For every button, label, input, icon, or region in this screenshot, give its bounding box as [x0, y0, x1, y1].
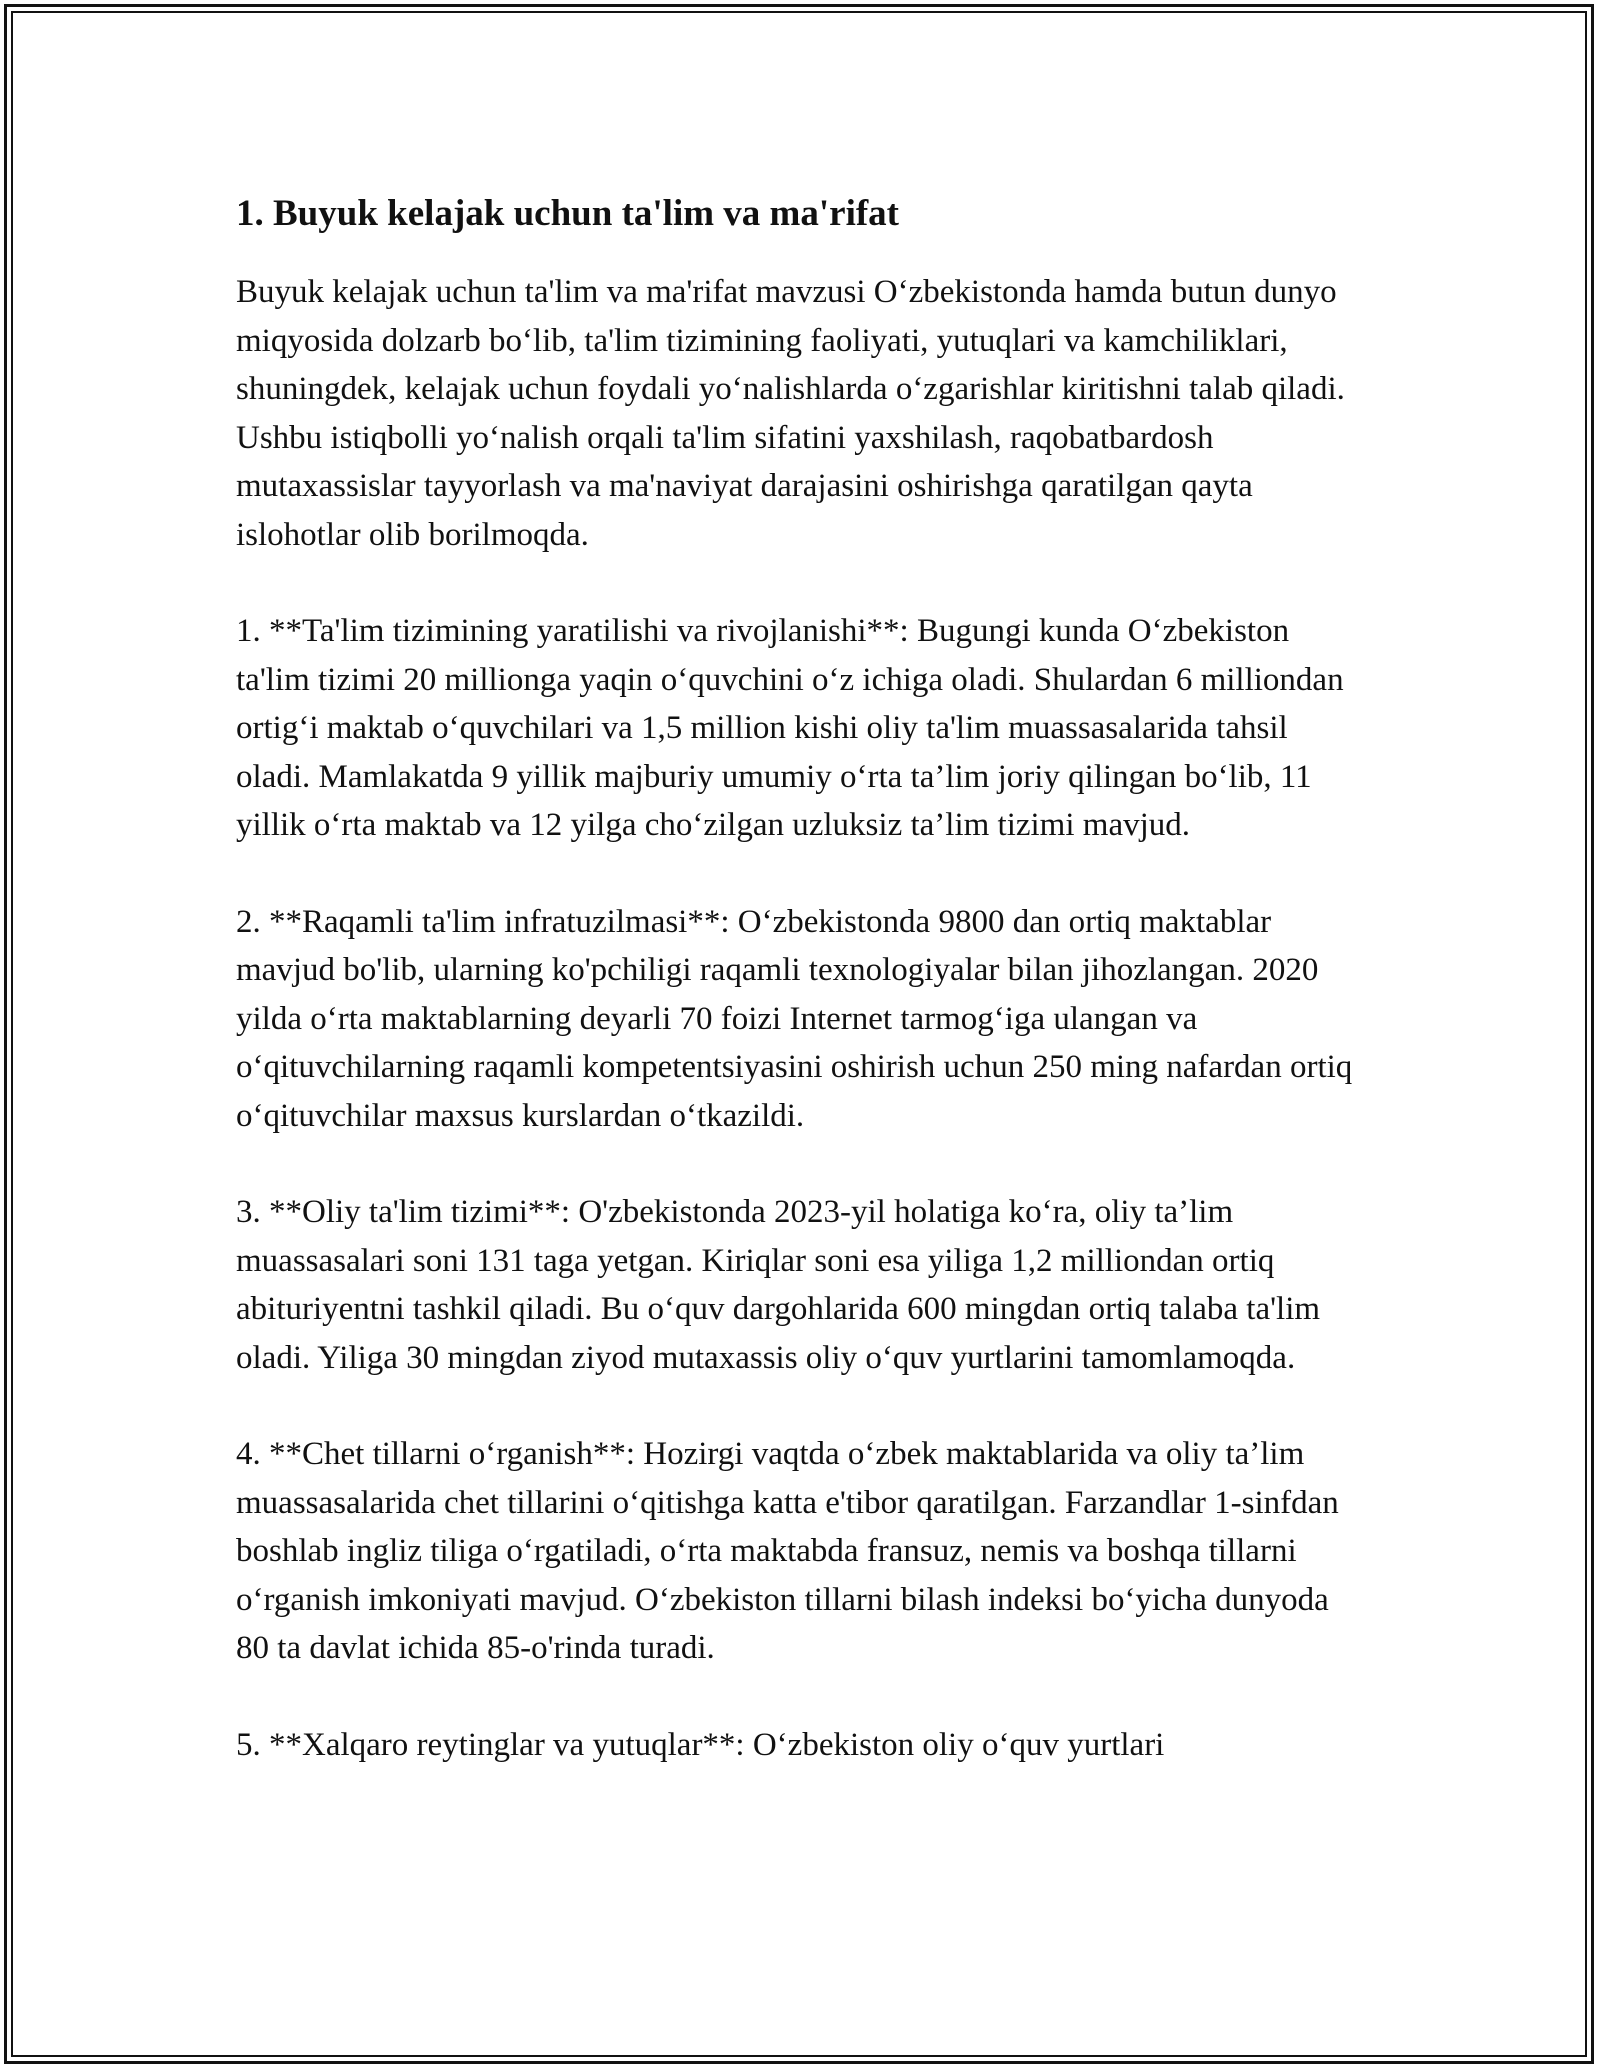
section-2-paragraph: 2. **Raqamli ta'lim infratuzilmasi**: O‘zbekistonda 9800 dan ortiq maktablar mavjud bo'lib, ularning ko'pchiligi raqamli texnologiyalar bilan jihozlangan. 2020 yilda o‘rta maktablarning deyarli 70 foizi Internet tarmog‘iga ulangan va o‘qituvchilarning raqamli kompetentsiyasini oshirish uchun 250 ming nafardan ortiq o‘qituvchilar maxsus kurslardan o‘tkazildi. [236, 903, 1353, 1134]
section-1-paragraph: 1. **Ta'lim tizimining yaratilishi va rivojlanishi**: Bugungi kunda O‘zbekiston ta'lim tizimi 20 millionga yaqin o‘quvchini o‘z ichiga oladi. Shulardan 6 milliondan ortig‘i maktab o‘quvchilari va 1,5 million kishi oliy ta'lim muassasalarida tahsil oladi. Mamlakatda 9 yillik majburiy umumiy o‘rta ta’lim joriy qilingan bo‘lib, 11 yillik o‘rta maktab va 12 yilga cho‘zilgan uzluksiz ta’lim tizimi mavjud. [236, 613, 1344, 843]
section-5-paragraph: 5. **Xalqaro reytinglar va yutuqlar**: O‘zbekiston oliy o‘quv yurtlari [236, 1726, 1165, 1763]
section-3-paragraph: 3. **Oliy ta'lim tizimi**: O'zbekistonda 2023-yil holatiga ko‘ra, oliy ta’lim muassasalari soni 131 taga yetgan. Kiriqlar soni esa yiliga 1,2 milliondan ortiq abituriyentni tashkil qiladi. Bu o‘quv dargohlarida 600 mingdan ortiq talaba ta'lim oladi. Yiliga 30 mingdan ziyod mutaxassis oliy o‘quv yurtlarini tamomlamoqda. [236, 1194, 1321, 1376]
document-body [236, 190, 1366, 1817]
document-title: 1. Buyuk kelajak uchun ta'lim va ma'rifat [236, 193, 900, 234]
section-4-paragraph: 4. **Chet tillarni o‘rganish**: Hozirgi vaqtda o‘zbek maktablarida va oliy ta’lim muassasalarida chet tillarini o‘qitishga katta e'tibor qaratilgan. Farzandlar 1-sinfdan boshlab ingliz tiliga o‘rgatiladi, o‘rta maktabda fransuz, nemis va boshqa tillarni o‘rganish imkoniyati mavjud. O‘zbekiston tillarni bilash indeksi bo‘yicha dunyoda 80 ta davlat ichida 85-o'rinda turadi. [236, 1436, 1339, 1666]
intro-paragraph: Buyuk kelajak uchun ta'lim va ma'rifat mavzusi O‘zbekistonda hamda butun dunyo miqyosida dolzarb bo‘lib, ta'lim tizimining faoliyati, yutuqlari va kamchiliklari, shuningdek, kelajak uchun foydali yo‘nalishlarda o‘zgarishlar kiritishni talab qiladi. Ushbu istiqbolli yo‘nalish orqali ta'lim sifatini yaxshilash, raqobatbardosh mutaxassislar tayyorlash va ma'naviyat darajasini oshirishga qaratilgan qayta islohotlar olib borilmoqda. [236, 274, 1345, 553]
